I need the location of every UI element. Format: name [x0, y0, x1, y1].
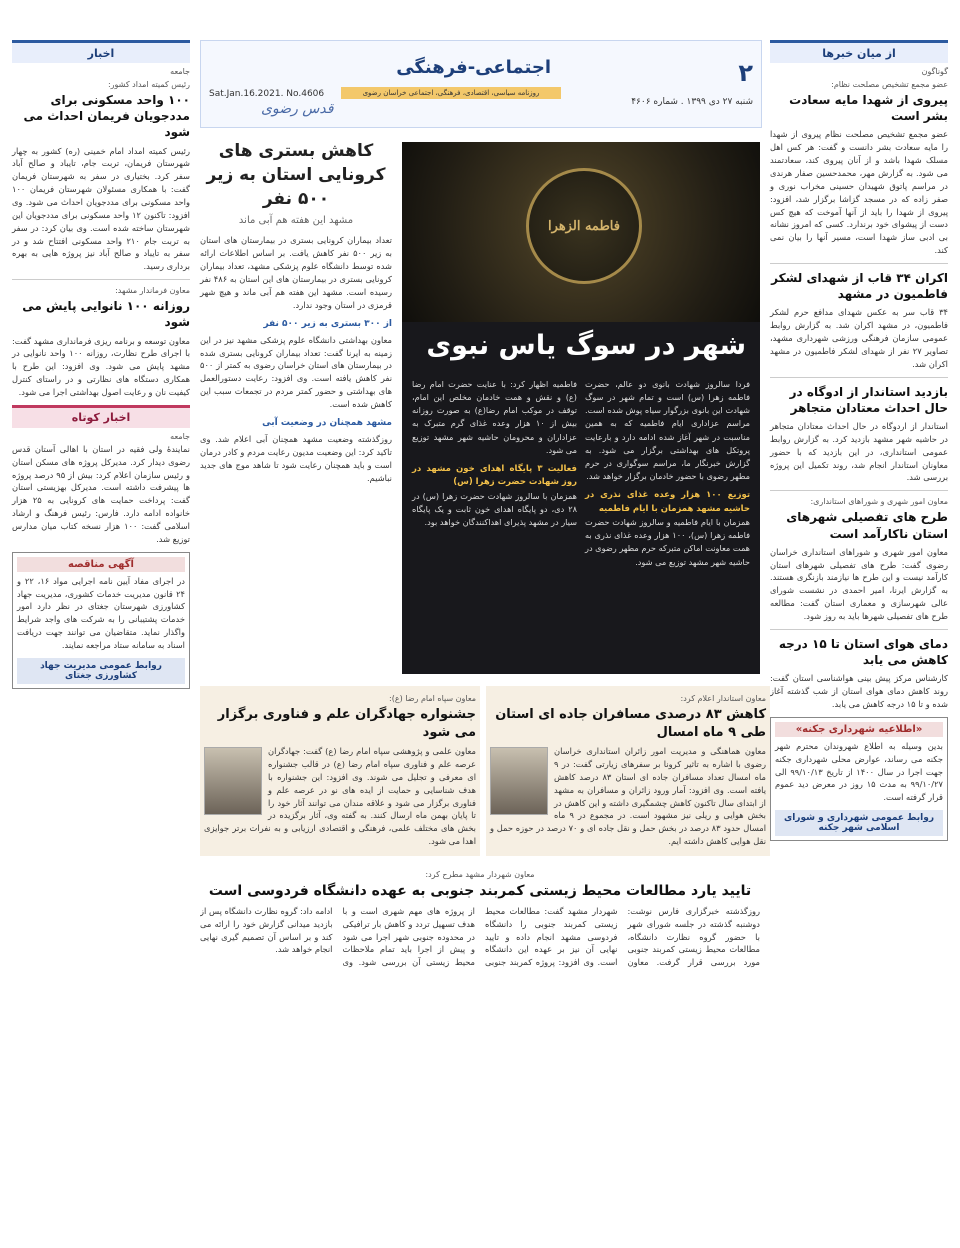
news-title: پیروی از شهدا مایه سعادت بشر است — [789, 93, 948, 124]
news-body: عضو مجمع تشخیص مصلحت نظام پیروی از شهدا را مایه سعادت بشر دانست و گفت: هر کس اهل مسلک شهدا باشد و از آنان پیروی کند، سعادتمند می شود. به گزارش مهر، محمدحسین صفار هرندی در مراسم پاتوق شهیدان حسینی مخراب نوری و صفر زاده که در مسجد گزاشا برگزار شد، افزود: پیروی از شهدا را باید از آنها آموخت که هیچ کس دست از پیشوای خود برندارد. کسی که امروز نشانه بی ادبی ساز شهدا است، مسیر آنها را بیان نمی کند. — [770, 129, 948, 256]
news-body: رئیس کمیته امداد امام خمینی (ره) کشور به چهار شهرستان فریمان، تربت جام، تایباد و صالح آباد سفر کرد. بختیاری در سفر به شهرستان فریمان گفت: با همکاری مسئولان شهرستان فریمان ۱۰۰ واحد مسکونی برای مددجویان احداث می شود. وی افزود: تاکنون ۱۲ واحد مسکونی برای مددجویان این شهرستان ساخته شده است. وی بیان کرد: در سفر به تربت جام ۲۱۰ واحد مسکونی افتتاح شد و در سفر به تایباد و صالح آباد نیز پروژه هایی به بهره برداری رسید. — [12, 145, 190, 272]
issue-date-en: Sat.Jan.16.2021. No.4606 — [209, 89, 325, 99]
item-source: جامعه — [170, 67, 190, 76]
official-photo — [490, 747, 548, 815]
lead-story-body: معاون بهداشتی دانشگاه علوم پزشکی مشهد نیز در این زمینه به ایرنا گفت: تعداد بیماران کرونایی بستری شده در بیمارستان های استان خراسان رضوی به کمتر از ۵۰۰ نفر کاهش یافته است. وی افزود: رعایت دستورالعمل های بهداشتی و حضور کمتر مردم در تجمعات سبب این کاهش شده است. — [200, 334, 392, 409]
short-news-body: نمایندۀ ولی فقیه در استان با اهالی آستان قدس رضوی دیدار کرد. مدیرکل پروژه های مسکن استان و رئیس سازمان اعلام کرد: بیش از ۹۵ درصد پروژه ها پیشرفت داشته است. مدیرکل بهزیستی استان گفت: پرداخت حمایت های کرونایی به ۲۵ هزار خانواده ادامه دارد. فارس: رئیس فرهنگ و ارشاد اسلامی گفت: ۱۰۰ هزار نسخه کتاب میان مدارس توزیع شد. — [12, 443, 191, 544]
feature-paragraph: همزمان با ایام فاطمیه و سالروز شهادت حضرت فاطمه زهرا (س)، ۱۰۰ هزار وعده غذای نذری به همت معاونت اماکن متبرکه حرم مطهر رضوی در حاشیه شهر مشهد توزیع می شود. — [584, 517, 750, 567]
notice-title: «اطلاعیه شهرداری جکنه» — [775, 722, 943, 737]
section-title: اجتماعی-فرهنگی — [396, 57, 551, 78]
news-title: روزانه ۱۰۰ نانوایی پایش می شود — [22, 299, 190, 330]
right-column — [770, 40, 948, 841]
feature-yellow-heading: توزیع ۱۰۰ هزار وعده غذای نذری در حاشیه مشهد همزمان با ایام فاطمیه — [585, 490, 751, 514]
news-body: کارشناس مرکز پیش بینی هواشناسی استان گفت: روند کاهش دمای هوای استان از شب گذشته آغاز شده و تا ۱۵ درجه کاهش می یابد. — [770, 673, 948, 709]
feature-body — [585, 378, 750, 569]
divider — [770, 377, 948, 378]
official-photo — [204, 747, 262, 815]
lead-story-body: تعداد بیماران کرونایی بستری در بیمارستان های استان به زیر ۵۰۰ نفر کاهش یافت. بر اساس اطلاعات ارائه شده توسط دانشگاه علوم پزشکی مشهد، تعداد بیماران کرونایی بستری در بیمارستان های این استان به ۴۸۶ نفر رسیده است. مشهد این هفته هم آبی ماند و هیچ شهر قرمزی در استان وجود ندارد. — [200, 235, 392, 310]
short-news-header: اخبار کوتاه — [12, 405, 190, 428]
story-source: معاون استاندار اعلام کرد: — [680, 694, 766, 703]
left-column — [12, 40, 190, 689]
divider — [770, 263, 948, 264]
notice-footer: روابط عمومی شهرداری و شورای اسلامی شهر جکنه — [775, 810, 943, 836]
tender-title: آگهی مناقصه — [17, 557, 185, 572]
item-subsource: معاون فرماندار مشهد: — [115, 286, 190, 296]
lead-subheading: مشهد همچنان در وضعیت آبی — [262, 417, 392, 428]
story-body: معاون هماهنگی و مدیریت امور زائران استانداری خراسان رضوی با اشاره به تاثیر کرونا بر سفرهای زیارتی گفت: در ۹ ماه امسال تعداد مسافران جاده ای استان ۸۳ درصد کاهش یافته است. وی افزود: آمار ورود زائران و مسافران به مشهد از ابتدای سال تاکنون کاهش چشمگیری داشته و این کاهش در بخش هوایی و ریلی نیز مشهود است. در مجموع در ۹ ماه امسال حدود ۸۳ درصد در بخش حمل و نقل جاده ای و ۷۰ درصد در حوزه حمل و نقل هوایی کاهش داشته ایم. — [490, 746, 767, 847]
feature-paragraph: همزمان با سالروز شهادت حضرت زهرا (س) در ۲۸ دی، دو پایگاه اهدای خون ثابت و یک پایگاه سیار در مشهد پذیرای اهداکنندگان خواهد بود. — [412, 490, 577, 528]
masthead — [200, 40, 762, 128]
feature-box — [402, 142, 760, 674]
feature-title: شهر در سوگ یاس نبوی — [426, 330, 746, 361]
item-subsource: رئیس کمیته امداد کشور: — [107, 80, 190, 89]
lead-subheading: از ۳۰۰ بستری به زیر ۵۰۰ نفر — [263, 318, 392, 329]
tender-notice — [12, 552, 190, 689]
news-title: ۱۰۰ واحد مسکونی برای مددجویان فریمان احداث می شود — [23, 93, 190, 140]
tender-body: در اجرای مفاد آیین نامه اجرایی مواد ۱۶، ۲۲ و ۲۴ قانون مدیریت خدمات کشوری، مدیریت جهاد کشاورزی شهرستان جغتای در نظر دارد امور خدمات پشتیبانی را به شرکت های واجد شرایط واگذار نماید. متقاضیان می توانند جهت دریافت اسناد به سامانه ستاد مراجعه نمایند. — [17, 575, 185, 650]
page-number: ۲ — [738, 59, 753, 87]
lead-story-title: کاهش بستری های کرونایی استان به زیر ۵۰۰ نفر — [206, 141, 386, 209]
news-body: معاون توسعه و برنامه ریزی فرمانداری مشهد گفت: با اجرای طرح نظارت، روزانه ۱۰۰ واحد نانوایی در مشهد پایش می شود. وی افزود: این طرح با همکاری دستگاه های نظارتی و در راستای کنترل کیفیت نان و رعایت اصول بهداشتی اجرا می شود. — [12, 335, 191, 397]
news-body: استاندار از اردوگاه در حال احداث معتادان متجاهر در حاشیه شهر مشهد بازدید کرد. به گزارش روابط عمومی استانداری، در این بازدید که با حضور معاونان استاندار انجام شد، روند تکمیل این پروژه بررسی شد. — [770, 421, 948, 483]
divider — [12, 279, 190, 280]
divider — [770, 490, 948, 491]
masthead-strip: روزنامه سیاسی، اقتصادی، فرهنگی، اجتماعی خراسان رضوی — [341, 87, 561, 99]
left-column-header: اخبار — [12, 40, 190, 63]
short-news-source: جامعه — [170, 431, 190, 441]
notice-body: بدین وسیله به اطلاع شهروندان محترم شهر جکنه می رساند، عوارض محلی شهرداری جکنه جهت اجرا در سال ۱۴۰۰ از تاریخ ۹۹/۱۰/۱۳ الی ۹۹/۱۰/۲۷ به مدت ۱۵ روز در معرض دید عموم قرار گرفته است. — [775, 740, 943, 803]
news-body: معاون امور شهری و شوراهای استانداری خراسان رضوی گفت: طرح های تفصیلی شهرهای استان کارآمد نیست و این طرح ها نیازمند بازنگری هستند. به گزارش ایرنا، امیر احمدی در نشست شورای عالی شهرسازی و معماری استان گفت: مطالعه طرح های تفصیلی شهرها باید به روز شود. — [770, 546, 948, 621]
item-subsource: عضو مجمع تشخیص مصلحت نظام: — [831, 80, 948, 89]
story-title: تایید یارد مطالعات محیط زیستی کمربند جنوبی به عهده دانشگاه فردوسی است — [208, 883, 752, 899]
divider — [770, 629, 948, 630]
item-subsource: معاون امور شهری و شوراهای استانداری: — [810, 497, 948, 507]
lead-story — [200, 140, 392, 490]
story-source: معاون سپاه امام رضا (ع): — [389, 694, 476, 703]
newspaper-logo: قدس رضوی — [261, 101, 334, 117]
news-body: ۳۴ قاب سر به عکس شهدای مدافع حرم لشکر فاطمیون، در مشهد اکران شد. به گزارش روابط عمومی سازمان فرهنگی ورزشی شهرداری مشهد، تصاویر ۲۷ نفر از شهدای لشکر فاطمیون در مشهد اکران شد. — [770, 307, 948, 369]
news-title: دمای هوای استان تا ۱۵ درجه کاهش می یابد — [778, 636, 948, 668]
news-title: بازدید استاندار از ادوگاه در حال احداث معتادان متجاهر — [789, 384, 948, 415]
feature-photo — [402, 142, 760, 322]
feature-paragraph: فاطمیه اظهار کرد: با عنایت حضرت امام رضا (ع) و نقش و همت خادمان مخلص این امام، توقف در موکب امام رضا(ع) به صورت روزانه بیش از ۱۰ هزار وعده غذای گرم متبرک به عزاداران و محرومان حاشیه شهر مشهد توزیع می شود. — [412, 379, 577, 455]
news-title: طرح های تفصیلی شهرهای استان ناکارآمد است — [786, 510, 948, 541]
tender-footer: روابط عمومی مدیریت جهاد کشاورزی جغتای — [17, 658, 185, 684]
roads-story — [486, 686, 770, 856]
municipality-notice — [770, 717, 948, 841]
item-source: گوناگون — [921, 67, 948, 76]
story-source: معاون شهردار مشهد مطرح کرد: — [425, 870, 535, 879]
feature-paragraph: فردا سالروز شهادت بانوی دو عالم، حضرت فاطمه زهرا (س) است و تمام شهر در سوگ شهادت این بانوی بزرگوار سیاه پوش شده است. مراسم عزاداری ایام فاطمیه که به همین مناسبت در شهر آغاز شده ادامه دارد و بارعایت پروتکل های بهداشتی برگزار می شود. به گزارش خبرنگار ما، مراسم سوگواری در حرم مطهر رضوی با حضور خادمان برگزار خواهد شد. — [585, 379, 750, 481]
lead-story-body: روزگذشته وضعیت مشهد همچنان آبی اعلام شد. وی تاکید کرد: این وضعیت مدیون رعایت مردم و کادر درمان است و باید همچنان رعایت شود تا شاهد موج های جدید نباشیم. — [200, 433, 392, 483]
right-column-header: از میان خبرها — [770, 40, 948, 63]
issue-date: شنبه ۲۷ دی ۱۳۹۹ . شماره ۴۶۰۶ — [631, 97, 753, 107]
beltway-story — [200, 866, 760, 1226]
story-title: کاهش ۸۳ درصدی مسافران جاده ای استان طی ۹ ماه امسال — [495, 707, 766, 740]
lead-story-kicker: مشهد این هفته هم آبی ماند — [238, 215, 354, 227]
feature-body-left — [412, 378, 577, 529]
feature-yellow-heading: فعالیت ۳ پایگاه اهدای خون مشهد در روز شهادت حضرت زهرا (س) — [412, 463, 577, 488]
calligraphy-medallion: فاطمه الزهرا — [526, 168, 642, 284]
news-title: اکران ۳۴ قاب از شهدای لشکر فاطمیون در مشهد — [771, 270, 948, 302]
story-body: روزگذشته خبرگزاری فارس نوشت: دوشنبه گذشته در جلسه شورای شهر با حضور گروه نظارت دانشگاه، مطالعات محیط زیستی کمربند جنوبی مورد بررسی قرار گرفت. معاون شهردار مشهد گفت: مطالعات محیط زیستی کمربند جنوبی را دانشگاه فردوسی مشهد انجام داده و تایید نهایی آن نیز بر عهده این دانشگاه است. وی افزود: پروژه کمربند جنوبی از پروژه های مهم شهری است و با هدف تسهیل تردد و کاهش بار ترافیکی در محدوده جنوبی شهر اجرا می شود و پیش از اجرا باید تمام ملاحظات محیط زیستی آن بررسی شود. وی ادامه داد: گروه نظارت دانشگاه پس از بازدید میدانی گزارش خود را ارائه می کند و بر اساس آن تصمیم گیری نهایی انجام خواهد شد. — [200, 905, 760, 968]
story-body: معاون علمی و پژوهشی سپاه امام رضا (ع) گفت: جهادگران عرصه علم و فناوری سپاه امام رضا (ع) در قالب جشنواره ای معرفی و تجلیل می شوند. وی افزود: این جشنواره با هدف شناسایی و حمایت از ایده های نو در عرصه علم و فناوری برگزار می شود و علاقه مندان می توانند آثار خود را تا پایان بهمن ماه ارسال کنند. به گفته وی، آثار برگزیده در بخش های مختلف علمی، فرهنگی و اقتصادی ارزیابی و به نفرات برتر جوایزی اهدا می شود. — [204, 746, 476, 847]
story-title: جشنواره جهادگران علم و فناوری برگزار می شود — [217, 707, 476, 740]
festival-story — [200, 686, 480, 856]
